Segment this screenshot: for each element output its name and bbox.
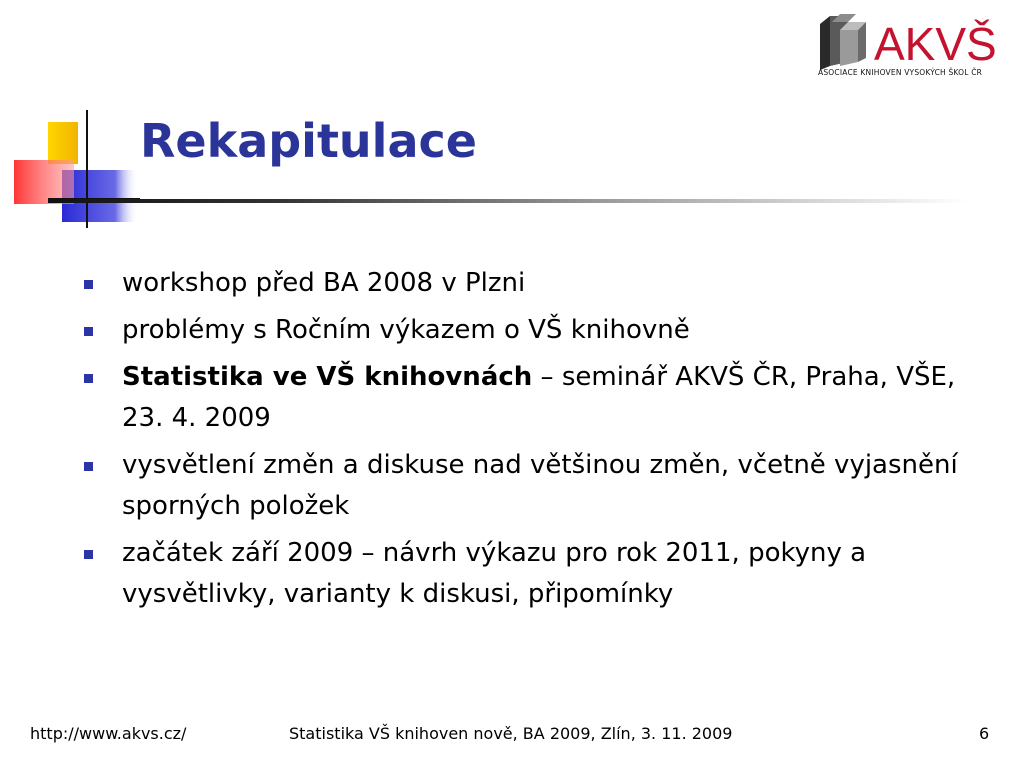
footer-caption: Statistika VŠ knihoven nově, BA 2009, Zlín, 3. 11. 2009 xyxy=(289,724,733,743)
bullet-text: – seminář AKVŠ ČR, Praha, VŠE, 23. 4. 2009 xyxy=(122,362,956,433)
bullet-square-icon xyxy=(84,462,93,471)
list-item xyxy=(80,445,1000,527)
bullet-square-icon xyxy=(84,327,93,336)
bullet-list xyxy=(80,263,1000,621)
bullet-square-icon xyxy=(84,550,93,559)
bullet-square-icon xyxy=(84,280,93,289)
logo-wordmark: AKVŠ xyxy=(874,18,997,70)
bullet-bold-text: Statistika ve VŠ knihovnách xyxy=(122,362,533,392)
yellow-square xyxy=(48,122,78,164)
page-number: 6 xyxy=(979,724,990,743)
list-item xyxy=(80,533,1000,615)
bullet-text: workshop před BA 2008 v Plzni xyxy=(122,268,526,298)
bullet-square-icon xyxy=(84,374,93,383)
list-item xyxy=(80,310,1000,351)
list-item xyxy=(80,263,1000,304)
red-square xyxy=(14,160,74,204)
title-underline xyxy=(48,199,968,203)
akvs-logo xyxy=(818,10,1014,80)
footer-url-link[interactable]: http://www.akvs.cz/ xyxy=(30,724,187,743)
bullet-text: problémy s Ročním výkazem o VŠ knihovně xyxy=(122,315,690,345)
bullet-text: vysvětlení změn a diskuse nad většinou změn, včetně vyjasnění sporných položek xyxy=(122,450,958,521)
list-item xyxy=(80,357,1000,439)
bullet-text: začátek září 2009 – návrh výkazu pro rok 2011, pokyny a vysvětlivky, varianty k diskusi, připomínky xyxy=(122,538,867,609)
slide-title: Rekapitulace xyxy=(140,114,477,168)
decorative-squares xyxy=(0,100,150,230)
logo-tagline: ASOCIACE KNIHOVEN VYSOKÝCH ŠKOL ČR xyxy=(818,68,983,77)
